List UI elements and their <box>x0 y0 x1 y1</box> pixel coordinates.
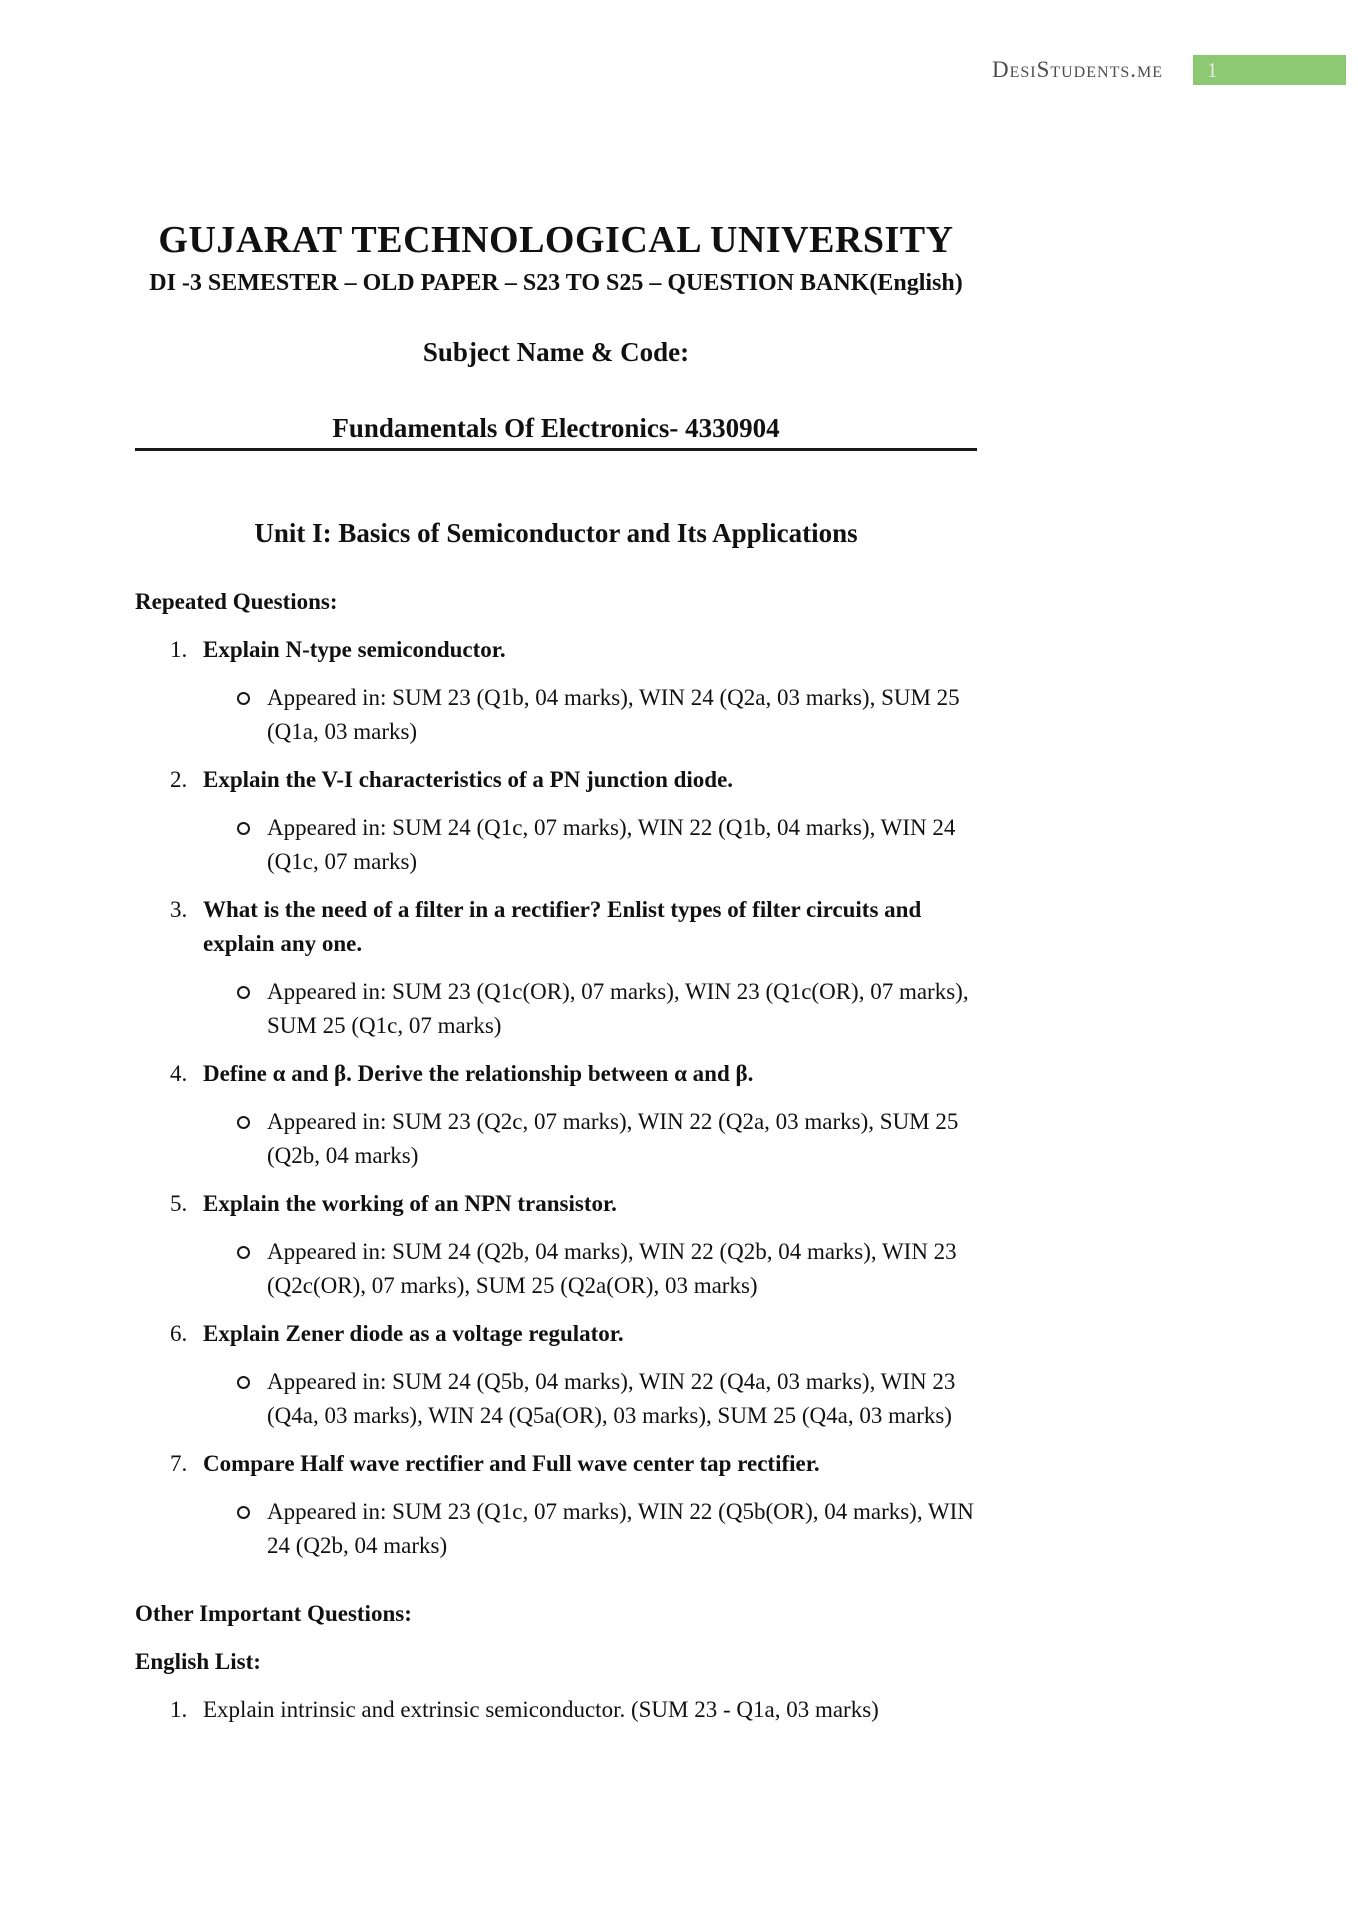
circle-bullet-icon <box>237 975 267 1043</box>
page-number-badge <box>1193 55 1346 85</box>
unit-title: Unit I: Basics of Semiconductor and Its Applications <box>254 518 858 548</box>
question-item <box>135 893 977 961</box>
appearance-item <box>135 1105 977 1173</box>
question-text: Explain the working of an NPN transistor. <box>203 1191 617 1216</box>
appearance-item <box>135 1495 977 1563</box>
appearance-item <box>135 1365 977 1433</box>
question-number: 1. <box>170 637 188 662</box>
circle-bullet-icon <box>237 1105 267 1173</box>
question-number: 2. <box>170 767 188 792</box>
english-list-label: English List: <box>135 1649 261 1674</box>
question-item <box>135 1057 977 1091</box>
appearance-item <box>135 1235 977 1303</box>
circle-bullet-icon <box>237 1495 267 1563</box>
question-number: 3. <box>170 897 188 922</box>
appearance-item <box>135 975 977 1043</box>
question-number: 7. <box>170 1451 188 1476</box>
document-title: GUJARAT TECHNOLOGICAL UNIVERSITY <box>158 219 954 261</box>
question-text: Explain N-type semiconductor. <box>203 637 506 662</box>
question-text: Compare Half wave rectifier and Full wave center tap rectifier. <box>203 1451 820 1476</box>
circle-bullet-icon <box>237 1235 267 1303</box>
question-item <box>135 1187 977 1221</box>
horizontal-rule <box>135 448 977 451</box>
question-item <box>135 1447 977 1481</box>
question-text: Explain the V-I characteristics of a PN junction diode. <box>203 767 734 792</box>
question-text: Explain intrinsic and extrinsic semiconductor. (SUM 23 - Q1a, 03 marks) <box>203 1697 879 1722</box>
appearance-text: Appeared in: SUM 23 (Q1c(OR), 07 marks), WIN 23 (Q1c(OR), 07 marks), SUM 25 (Q1c, 07 marks) <box>267 979 969 1038</box>
document-subtitle: DI -3 SEMESTER – OLD PAPER – S23 TO S25 – QUESTION BANK(English) <box>149 270 963 296</box>
page-number: 1 <box>1207 58 1218 82</box>
subject-label: Subject Name & Code: <box>422 337 690 367</box>
circle-bullet-icon <box>237 1365 267 1433</box>
appearance-text: Appeared in: SUM 24 (Q2b, 04 marks), WIN 22 (Q2b, 04 marks), WIN 23 (Q2c(OR), 07 marks), SUM 25 (Q2a(OR), 03 marks) <box>267 1239 957 1298</box>
appearance-text: Appeared in: SUM 24 (Q5b, 04 marks), WIN 22 (Q4a, 03 marks), WIN 23 (Q4a, 03 marks), WIN 24 (Q5a(OR), 03 marks), SUM 25 (Q4a, 03 marks) <box>267 1369 956 1428</box>
question-number: 1. <box>170 1697 188 1722</box>
appearance-text: Appeared in: SUM 24 (Q1c, 07 marks), WIN 22 (Q1b, 04 marks), WIN 24 (Q1c, 07 marks) <box>267 815 956 874</box>
appearance-text: Appeared in: SUM 23 (Q2c, 07 marks), WIN 22 (Q2a, 03 marks), SUM 25 (Q2b, 04 marks) <box>267 1109 959 1168</box>
document-content <box>135 218 977 1727</box>
question-number: 5. <box>170 1191 188 1216</box>
question-text: Explain Zener diode as a voltage regulator. <box>203 1321 624 1346</box>
subject-name: Fundamentals Of Electronics- 4330904 <box>332 413 780 443</box>
repeated-questions-label: Repeated Questions: <box>135 589 338 614</box>
appearance-item <box>135 681 977 749</box>
question-text: What is the need of a filter in a rectifier? Enlist types of filter circuits and explain any one. <box>203 897 922 956</box>
english-question-item <box>135 1693 977 1727</box>
circle-bullet-icon <box>237 811 267 879</box>
question-number: 6. <box>170 1321 188 1346</box>
question-text: Define α and β. Derive the relationship between α and β. <box>203 1061 754 1086</box>
site-header <box>992 55 1346 85</box>
appearance-item <box>135 811 977 879</box>
question-item <box>135 763 977 797</box>
other-questions-label: Other Important Questions: <box>135 1601 412 1626</box>
question-item <box>135 633 977 667</box>
appearance-text: Appeared in: SUM 23 (Q1c, 07 marks), WIN 22 (Q5b(OR), 04 marks), WIN 24 (Q2b, 04 marks) <box>267 1499 974 1558</box>
site-name: DesiStudents.me <box>991 57 1163 82</box>
question-number: 4. <box>170 1061 188 1086</box>
question-item <box>135 1317 977 1351</box>
appearance-text: Appeared in: SUM 23 (Q1b, 04 marks), WIN 24 (Q2a, 03 marks), SUM 25 (Q1a, 03 marks) <box>267 685 960 744</box>
circle-bullet-icon <box>237 681 267 749</box>
